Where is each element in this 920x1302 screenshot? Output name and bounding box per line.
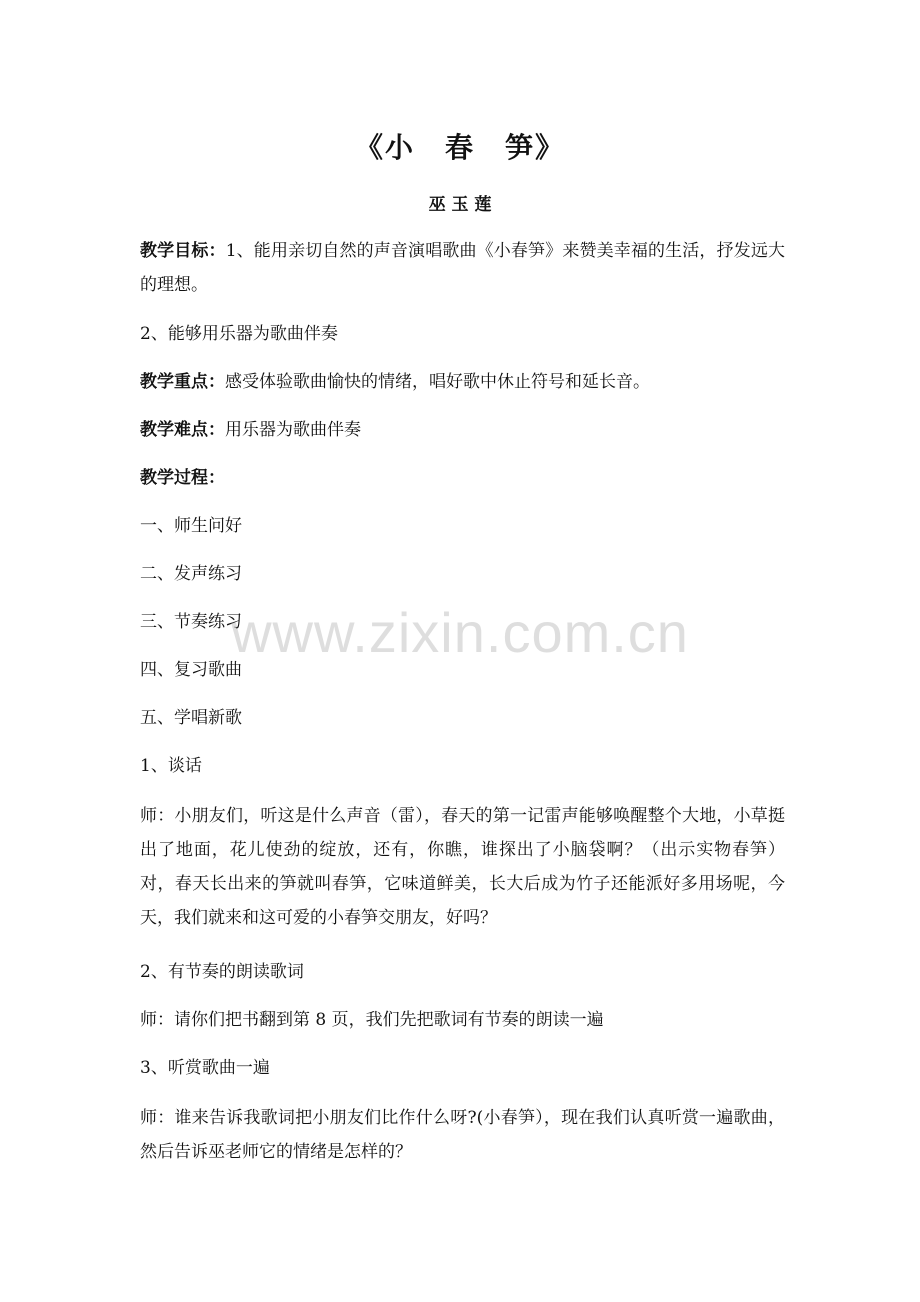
step-item: 一、师生问好 xyxy=(140,516,242,536)
key-points xyxy=(140,367,650,398)
step-item: 五、学唱新歌 xyxy=(140,708,242,728)
dialogue-paragraph-3: 师：谁来告诉我歌词把小朋友们比作什么呀?(小春笋），现在我们认真听赏一遍歌曲，然后告诉巫老师它的情绪是怎样的？ xyxy=(140,1108,785,1162)
objectives-paragraph xyxy=(140,234,785,302)
step-item: 二、发声练习 xyxy=(140,564,242,584)
author-name: 巫 玉 莲 xyxy=(428,195,492,215)
step-item: 三、节奏练习 xyxy=(140,612,242,632)
sub-heading-3: 3、听赏歌曲一遍 xyxy=(140,1058,270,1078)
difficulty-label: 教学难点： xyxy=(140,420,225,440)
sub-heading-2: 2、有节奏的朗读歌词 xyxy=(140,962,304,982)
sub-heading-1: 1、谈话 xyxy=(140,756,202,776)
watermark: www.zixin.com.cn xyxy=(231,601,689,664)
objectives-label: 教学目标： xyxy=(140,241,226,261)
key-text: 感受体验歌曲愉快的情绪，唱好歌中休止符号和延长音。 xyxy=(225,372,650,392)
difficulty-text: 用乐器为歌曲伴奏 xyxy=(225,420,361,440)
difficulty-points xyxy=(140,415,361,446)
document-title: 《小 春 笋》 xyxy=(354,131,565,164)
process-heading: 教学过程： xyxy=(140,468,225,488)
dialogue-paragraph-2: 师：请你们把书翻到第 8 页，我们先把歌词有节奏的朗读一遍 xyxy=(140,1010,604,1030)
key-label: 教学重点： xyxy=(140,372,225,392)
dialogue-paragraph-1: 师：小朋友们，听这是什么声音（雷），春天的第一记雷声能够唤醒整个大地，小草挺出了地面，花儿使劲的绽放，还有，你瞧，谁探出了小脑袋啊？（出示实物春笋）对，春天长出来的笋就叫春笋，它味道鲜美，长大后成为竹子还能派好多用场呢，今天，我们就来和这可爱的小春笋交朋友，好吗？ xyxy=(140,806,785,928)
objectives-text: 1、能用亲切自然的声音演唱歌曲《小春笋》来赞美幸福的生活，抒发远大的理想。 xyxy=(140,241,785,295)
step-item: 四、复习歌曲 xyxy=(140,660,242,680)
objective-2: 2、能够用乐器为歌曲伴奏 xyxy=(140,324,338,344)
